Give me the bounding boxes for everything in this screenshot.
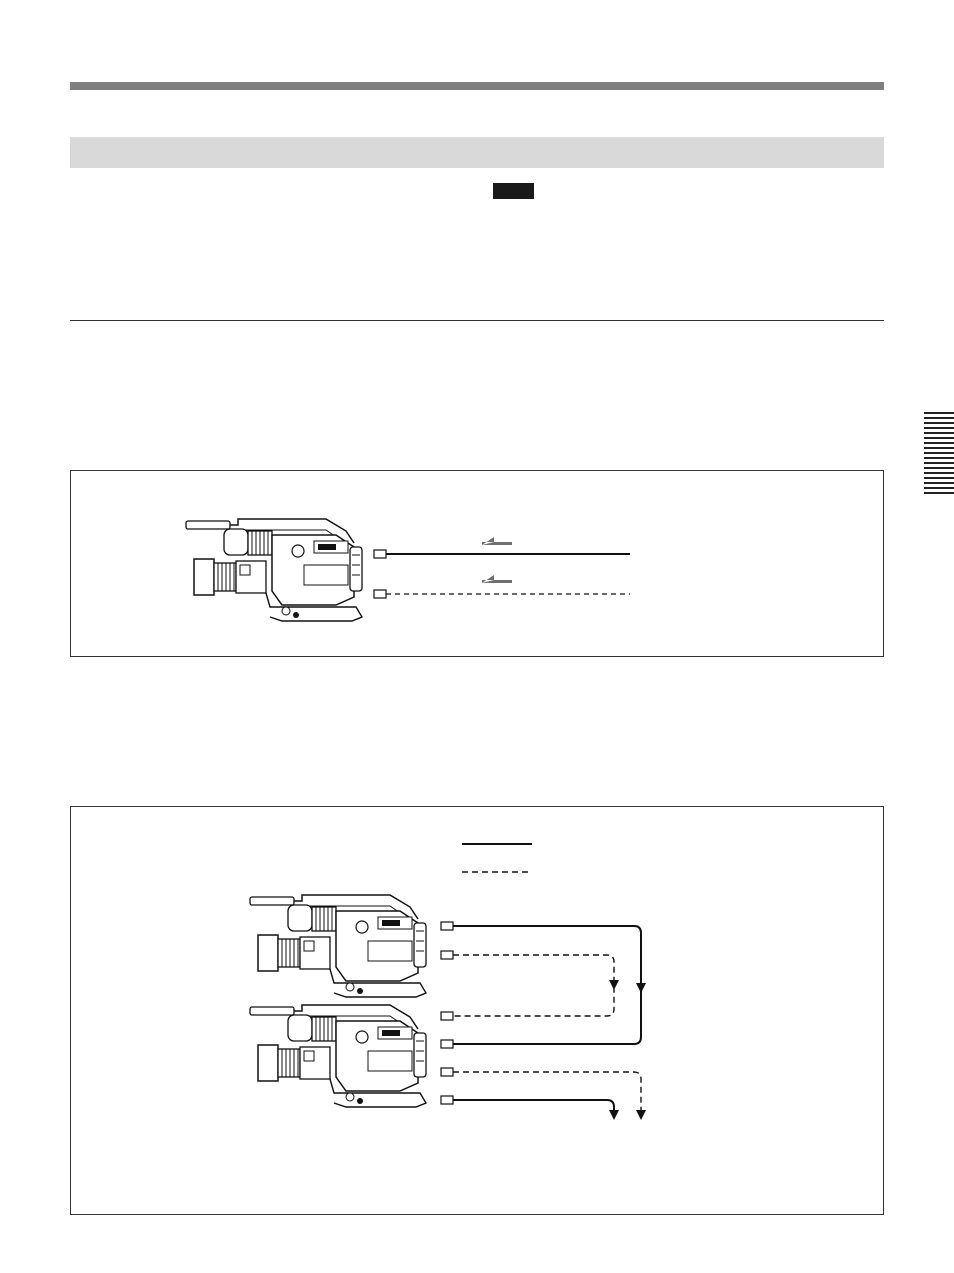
- figure2-camcorder-top: [250, 895, 426, 997]
- fig2-solid-output-arrow: [609, 1110, 619, 1120]
- fig1-arrow-left-1: [482, 537, 512, 545]
- fig2-connector-5: [441, 1068, 453, 1076]
- fig2-connector-2: [441, 951, 453, 959]
- fig2-dashed-output-arrow: [636, 1110, 646, 1120]
- fig1-arrow-left-2: [482, 575, 512, 583]
- fig2-connector-3: [441, 1012, 453, 1020]
- figure2-camcorder-bottom: [250, 1005, 426, 1107]
- fig2-connector-4: [441, 1040, 453, 1048]
- fig2-connector-6: [441, 1096, 453, 1104]
- fig1-connector-2: [374, 590, 386, 598]
- figure1-camcorder: [186, 519, 362, 621]
- fig2-dashed-loop: [453, 955, 614, 1016]
- fig2-solid-output: [453, 1100, 614, 1112]
- fig2-connector-1: [441, 922, 453, 930]
- fig2-solid-loop-arrow: [636, 983, 646, 993]
- fig1-connector-1: [374, 550, 386, 558]
- fig2-dashed-output: [453, 1072, 641, 1112]
- fig2-dashed-loop-arrow: [609, 980, 619, 990]
